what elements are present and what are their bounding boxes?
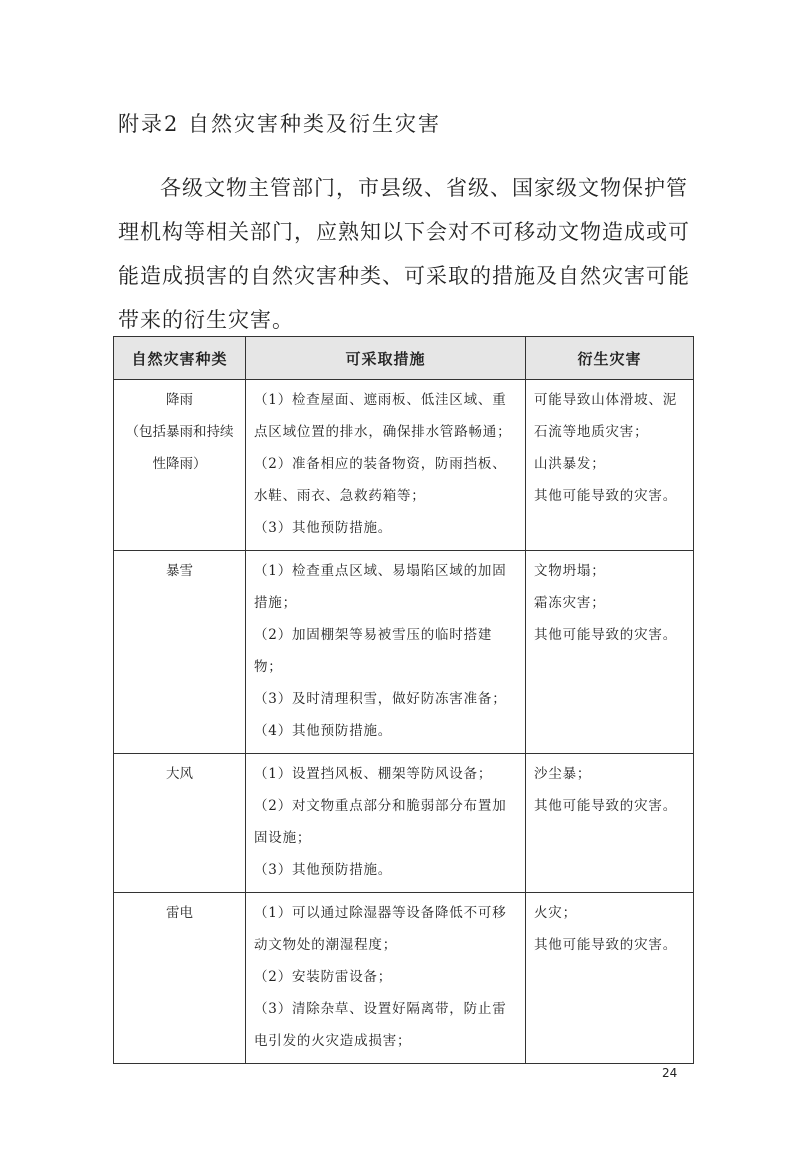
measures-cell	[246, 380, 526, 551]
measure-item: （1）检查重点区域、易塌陷区域的加固措施；	[254, 563, 507, 611]
measure-item: （3）其他预防措施。	[254, 520, 393, 536]
table-row	[114, 380, 694, 551]
secondary-cell	[526, 754, 694, 893]
measure-item: （1）设置挡风板、棚架等防风设备；	[254, 766, 493, 782]
measure-item: （2）准备相应的装备物资，防雨挡板、水鞋、雨衣、急救药箱等；	[254, 456, 507, 504]
hazard-name: 雷电	[166, 905, 193, 921]
secondary-cell	[526, 380, 694, 551]
secondary-item: 沙尘暴；	[534, 766, 592, 782]
measures-cell	[246, 551, 526, 754]
measure-item: （2）安装防雷设备；	[254, 969, 393, 985]
hazard-note: （包括暴雨和持续性降雨）	[125, 424, 234, 472]
measure-item: （2）对文物重点部分和脆弱部分布置加固设施；	[254, 798, 507, 846]
secondary-item: 其他可能导致的灾害。	[534, 798, 677, 814]
table-row	[114, 551, 694, 754]
measures-cell	[246, 754, 526, 893]
secondary-item: 火灾；	[534, 905, 577, 921]
hazard-name: 暴雪	[166, 563, 193, 579]
page-number: 24	[662, 1066, 678, 1080]
header-measures: 可采取措施	[246, 337, 526, 380]
hazard-cell	[114, 754, 246, 893]
hazard-name: 大风	[166, 766, 193, 782]
hazard-name: 降雨	[166, 392, 193, 408]
hazard-cell	[114, 380, 246, 551]
header-secondary-disasters: 衍生灾害	[526, 337, 694, 380]
secondary-item: 其他可能导致的灾害。	[534, 937, 677, 953]
header-hazard-type: 自然灾害种类	[114, 337, 246, 380]
hazard-cell	[114, 893, 246, 1064]
measure-item: （1）可以通过除湿器等设备降低不可移动文物处的潮湿程度；	[254, 905, 507, 953]
hazard-cell	[114, 551, 246, 754]
table-row	[114, 893, 694, 1064]
table-row	[114, 754, 694, 893]
appendix-title: 附录2 自然灾害种类及衍生灾害	[118, 112, 442, 136]
secondary-item: 其他可能导致的灾害。	[534, 627, 677, 643]
hazard-table	[113, 336, 694, 1064]
secondary-item: 文物坍塌；	[534, 563, 606, 579]
secondary-item: 霜冻灾害；	[534, 595, 606, 611]
secondary-item: 其他可能导致的灾害。	[534, 488, 677, 504]
secondary-cell	[526, 551, 694, 754]
measure-item: （3）其他预防措施。	[254, 862, 393, 878]
measure-item: （2）加固棚架等易被雪压的临时搭建物；	[254, 627, 493, 675]
secondary-item: 山洪暴发；	[534, 456, 606, 472]
measure-item: （4）其他预防措施。	[254, 723, 393, 739]
measure-item: （3）清除杂草、设置好隔离带，防止雷电引发的火灾造成损害；	[254, 1001, 507, 1049]
intro-paragraph: 各级文物主管部门，市县级、省级、国家级文物保护管理机构等相关部门，应熟知以下会对不可移动文物造成或可能造成损害的自然灾害种类、可采取的措施及自然灾害可能带来的衍生灾害。	[118, 176, 690, 332]
measures-cell	[246, 893, 526, 1064]
table-header-row	[114, 337, 694, 380]
secondary-cell	[526, 893, 694, 1064]
measure-item: （3）及时清理积雪，做好防冻害准备；	[254, 691, 507, 707]
measure-item: （1）检查屋面、遮雨板、低洼区域、重点区域位置的排水，确保排水管路畅通；	[254, 392, 512, 440]
secondary-item: 可能导致山体滑坡、泥石流等地质灾害；	[534, 392, 677, 440]
